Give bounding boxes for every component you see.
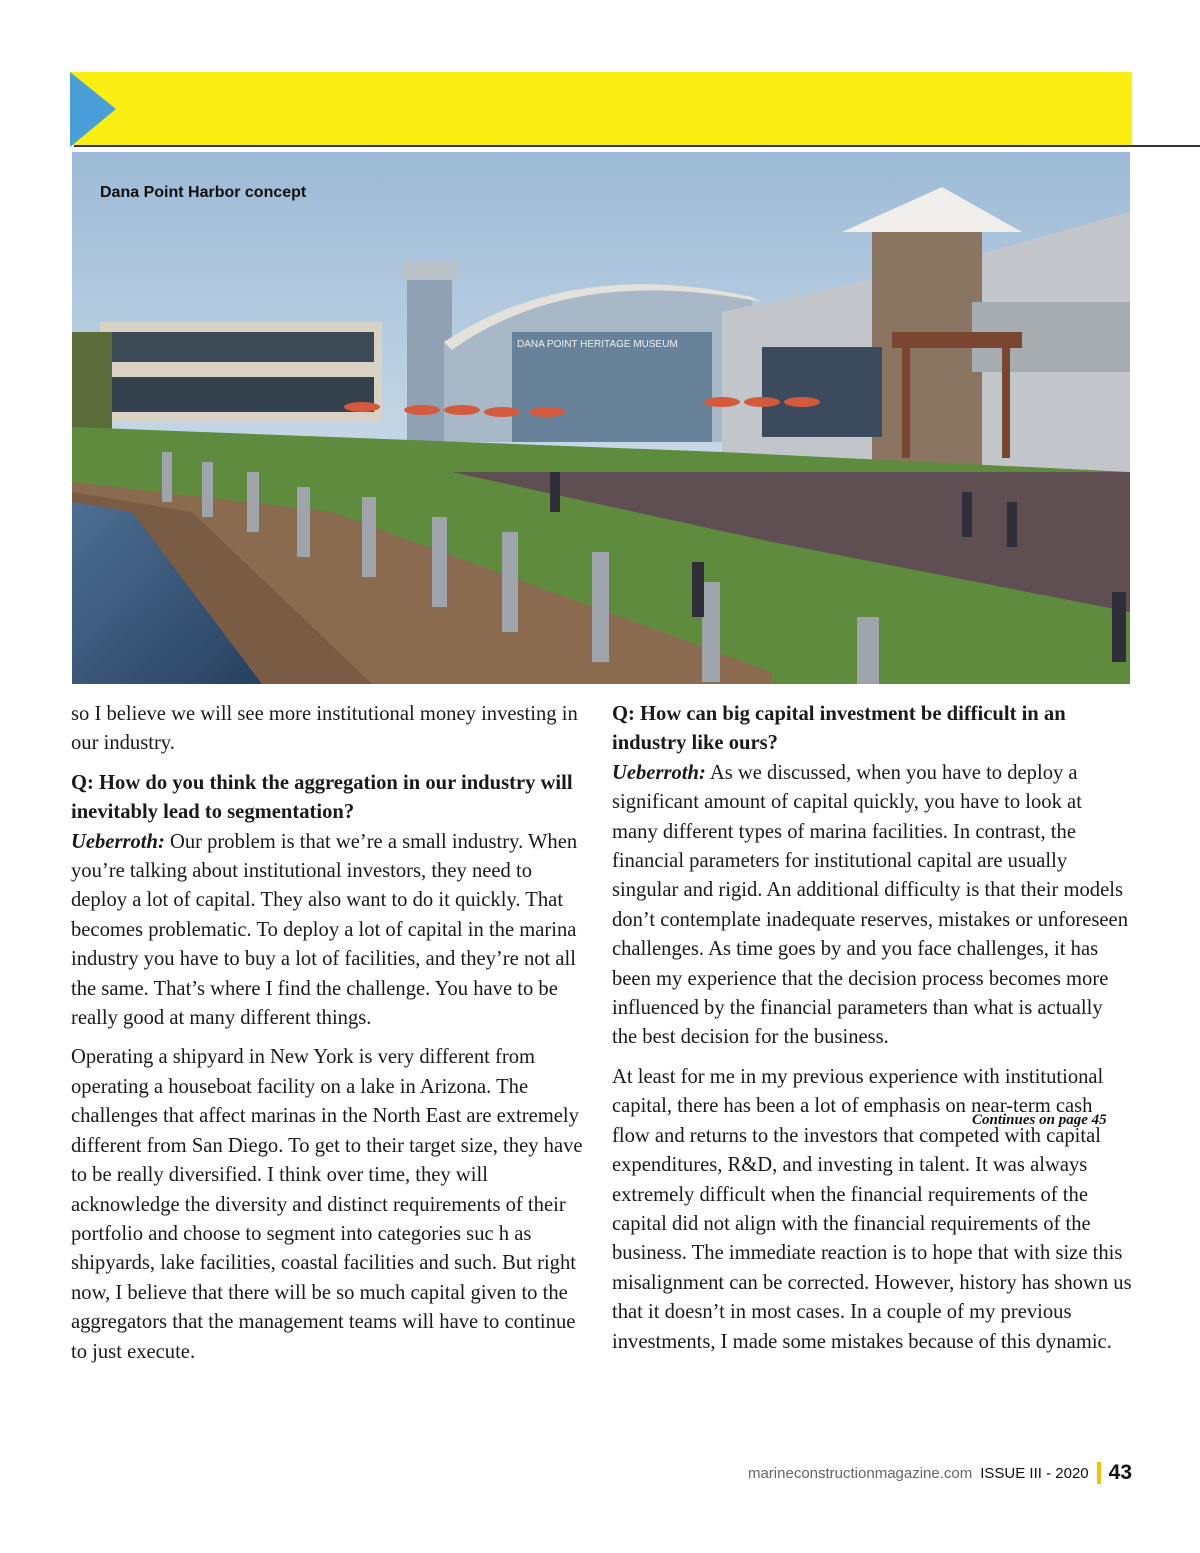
answer-text: As we discussed, when you have to deploy a significant amount of capital quickly, you have to look at many different types of marina facilities. In contrast, the financial parameters for institutional capital are usually singular and rigid. An additional difficulty is that their models don’t contemplate inadequate reserves, mistakes or unforeseen challenges. As time goes by and you face challenges, it has been my experience that the decision process becomes more influenced by the financial parameters than what is actually the best decision for the business. [612, 761, 1128, 1049]
footer-site: marineconstructionmagazine.com [747, 1464, 973, 1482]
continues-link[interactable]: Continues on page 45 [972, 1112, 1107, 1128]
right-column [612, 700, 1132, 1357]
footer-issue: ISSUE III - 2020 [980, 1464, 1089, 1482]
harbor-concept-image [72, 152, 1130, 684]
building-sign: DANA POINT HERITAGE MUSEUM [517, 339, 678, 350]
answer-segmentation [71, 828, 591, 1034]
divider-line [74, 145, 1200, 147]
paragraph-intro: so I believe we will see more institutional money investing in our industry. [71, 703, 578, 755]
question-capital: Q: How can big capital investment be difficult in an industry like ours? [612, 703, 1066, 755]
header-banner [70, 72, 1132, 145]
question-segmentation: Q: How do you think the aggregation in our industry will inevitably lead to segmentation? [71, 771, 573, 824]
answer-text: Our problem is that we’re a small industry. When you’re talking about institutional investors, they need to deploy a lot of capital. They also want to do it quickly. That becomes problematic. To deploy a lot of capital in the marina industry you have to buy a lot of facilities, and they’re not all the same. That’s where I find the challenge. You have to be really good at many different things. [71, 830, 578, 1030]
footer-divider [1097, 1462, 1101, 1484]
page-footer [748, 1461, 1132, 1485]
image-caption: Dana Point Harbor concept [100, 184, 307, 201]
paragraph-shipyard: Operating a shipyard in New York is very different from operating a houseboat facility on a lake in Arizona. The challenges that affect marinas in the North East are extremely different from San Diego. To get to their target size, they have to be really diversified. I think over time, they will acknowledge the diversity and distinct requirements of their portfolio and choose to segment into categories suc h as shipyards, lake facilities, coastal facilities and such. But right now, I believe that there will be so much capital given to the aggregators that the management teams will have to continue to just execute. [71, 1046, 583, 1363]
answer-capital [612, 759, 1132, 1053]
speaker-name: Ueberroth: [71, 830, 165, 853]
speaker-name: Ueberroth: [612, 761, 706, 784]
banner-arrow-icon [70, 72, 120, 147]
page-number: 43 [1108, 1461, 1132, 1484]
paragraph-institutional: At least for me in my previous experience with institutional capital, there has been a lot of emphasis on near-term cash flow and returns to the investors that competed with capital expenditures, R&D, and investing in talent. It was always extremely difficult when the financial requirements of the capital did not align with the financial requirements of the business. The immediate reaction is to hope that with size this misalignment can be corrected. However, history has shown us that it doesn’t in most cases. In a couple of my previous investments, I made some mistakes because of this dynamic. [612, 1065, 1132, 1353]
left-column [71, 700, 591, 1367]
